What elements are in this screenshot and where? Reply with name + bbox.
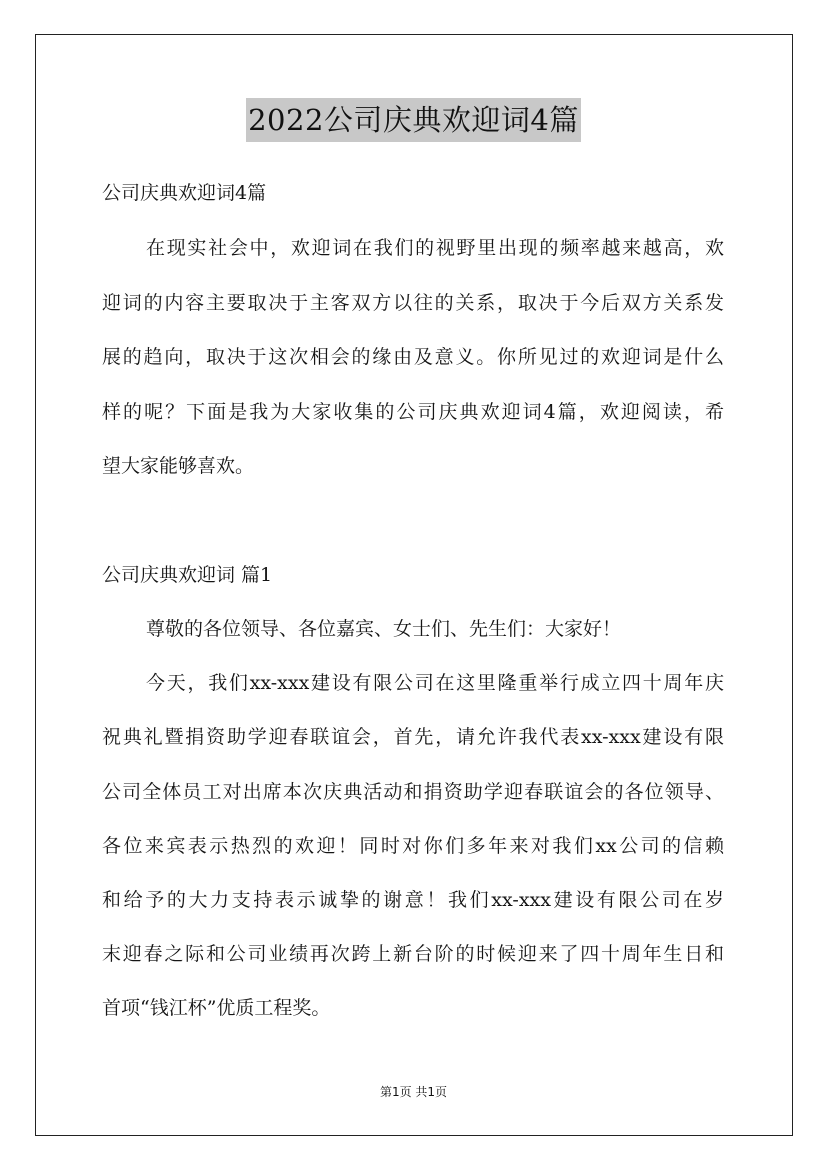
body-line: 今天，我们xx-xxx建设有限公司在这里隆重举行成立四十周年庆 <box>146 672 724 694</box>
document-title: 2022公司庆典欢迎词4篇 <box>246 98 581 142</box>
intro-line: 展的趋向，取决于这次相会的缘由及意义。你所见过的欢迎词是什么 <box>102 346 724 368</box>
intro-line: 在现实社会中，欢迎词在我们的视野里出现的频率越来越高，欢 <box>146 237 724 259</box>
intro-line: 望大家能够喜欢。 <box>102 455 255 477</box>
section-heading: 公司庆典欢迎词 篇1 <box>102 564 273 586</box>
body-line: 各位来宾表示热烈的欢迎！同时对你们多年来对我们xx公司的信赖 <box>102 835 724 857</box>
page-footer: 第1页 共1页 <box>379 1085 448 1099</box>
intro-line: 迎词的内容主要取决于主客双方以往的关系，取决于今后双方关系发 <box>102 292 724 314</box>
body-line: 祝典礼暨捐资助学迎春联谊会，首先，请允许我代表xx-xxx建设有限 <box>102 726 724 748</box>
body-line: 末迎春之际和公司业绩再次跨上新台阶的时候迎来了四十周年生日和 <box>102 943 724 965</box>
body-line: 和给予的大力支持表示诚挚的谢意！我们xx-xxx建设有限公司在岁 <box>102 889 724 911</box>
greeting-line: 尊敬的各位领导、各位嘉宾、女士们、先生们：大家好！ <box>146 618 622 640</box>
title-container <box>0 98 827 142</box>
subtitle: 公司庆典欢迎词4篇 <box>102 182 267 204</box>
intro-line: 样的呢？下面是我为大家收集的公司庆典欢迎词4篇，欢迎阅读，希 <box>102 401 724 423</box>
body-line: 公司全体员工对出席本次庆典活动和捐资助学迎春联谊会的各位领导、 <box>102 781 724 803</box>
body-line: 首项“钱江杯”优质工程奖。 <box>102 997 331 1019</box>
